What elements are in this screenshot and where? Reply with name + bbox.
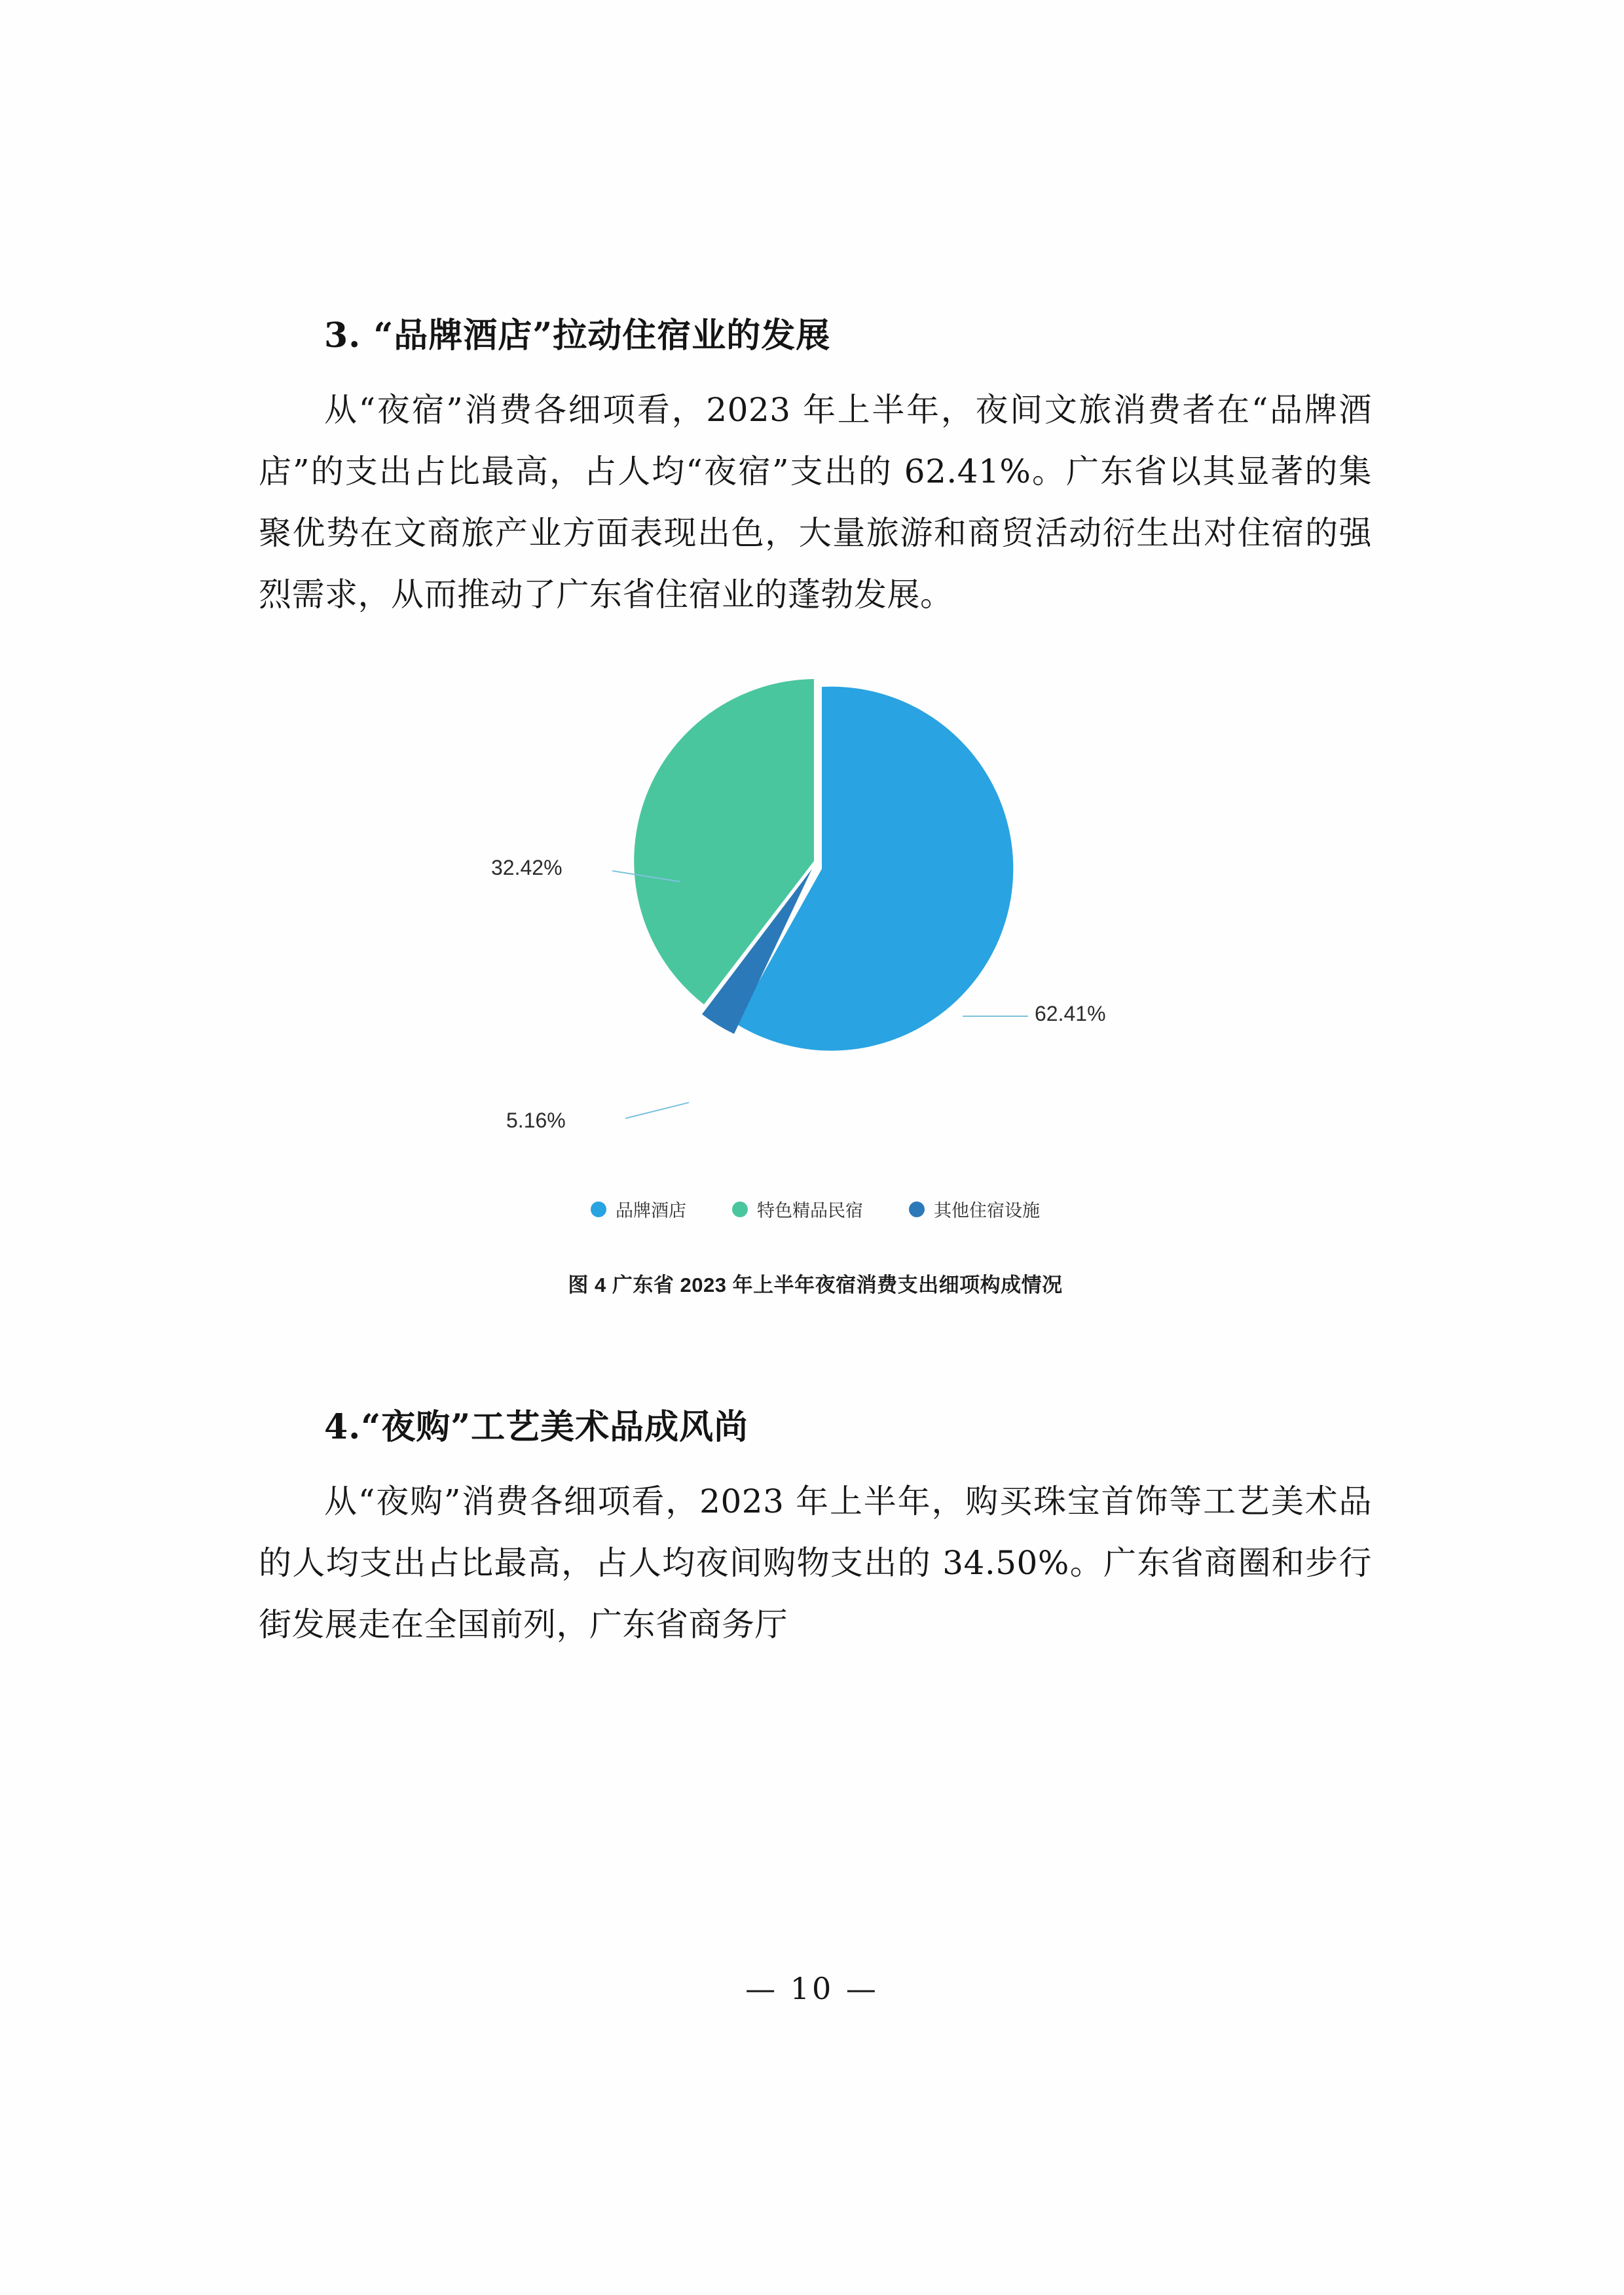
chart-legend — [259, 1196, 1372, 1222]
legend-dot-icon — [732, 1202, 748, 1217]
legend-label: 其他住宿设施 — [934, 1201, 1040, 1221]
section-paragraph-4: 从“夜购”消费各细项看，2023 年上半年，购买珠宝首饰等工艺美术品的人均支出占比最高，占人均夜间购物支出的 34.50%。广东省商圈和步行街发展走在全国前列，广东省商务厅 — [259, 1482, 1372, 1643]
legend-dot-icon — [909, 1202, 925, 1217]
legend-label: 品牌酒店 — [616, 1201, 686, 1221]
pie-label-boutique-bnb: 32.42% — [491, 856, 563, 879]
pie-chart — [259, 666, 1372, 1229]
section-heading-4: 4.“夜购”工艺美术品成风尚 — [324, 1407, 749, 1447]
legend-item-brand-hotel — [591, 1196, 686, 1222]
pie-label-brand-hotel: 62.41% — [1035, 1002, 1106, 1025]
section-paragraph-3: 从“夜宿”消费各细项看，2023 年上半年，夜间文旅消费者在“品牌酒店”的支出占比最高，占人均“夜宿”支出的 62.41%。广东省以其显著的集聚优势在文商旅产业方面表现出色，大量旅游和商贸活动衍生出对住宿的强烈需求，从而推动了广东省住宿业的蓬勃发展。 — [259, 391, 1372, 614]
pie-chart-svg — [625, 672, 1018, 1078]
legend-dot-icon — [591, 1202, 606, 1217]
leader-line-brand-hotel — [963, 1016, 1028, 1017]
page-number: — 10 — — [745, 1971, 879, 2006]
section-heading-3: 3. “品牌酒店”拉动住宿业的发展 — [324, 316, 831, 356]
figure-caption: 图 4 广东省 2023 年上半年夜宿消费支出细项构成情况 — [568, 1274, 1063, 1296]
legend-label: 特色精品民宿 — [757, 1201, 863, 1221]
figure-4 — [259, 666, 1372, 1321]
page-content — [259, 308, 1372, 1655]
legend-item-boutique-bnb — [732, 1196, 863, 1222]
pie-label-other: 5.16% — [506, 1109, 566, 1132]
leader-line-other — [625, 1102, 690, 1119]
legend-item-other — [909, 1196, 1040, 1222]
